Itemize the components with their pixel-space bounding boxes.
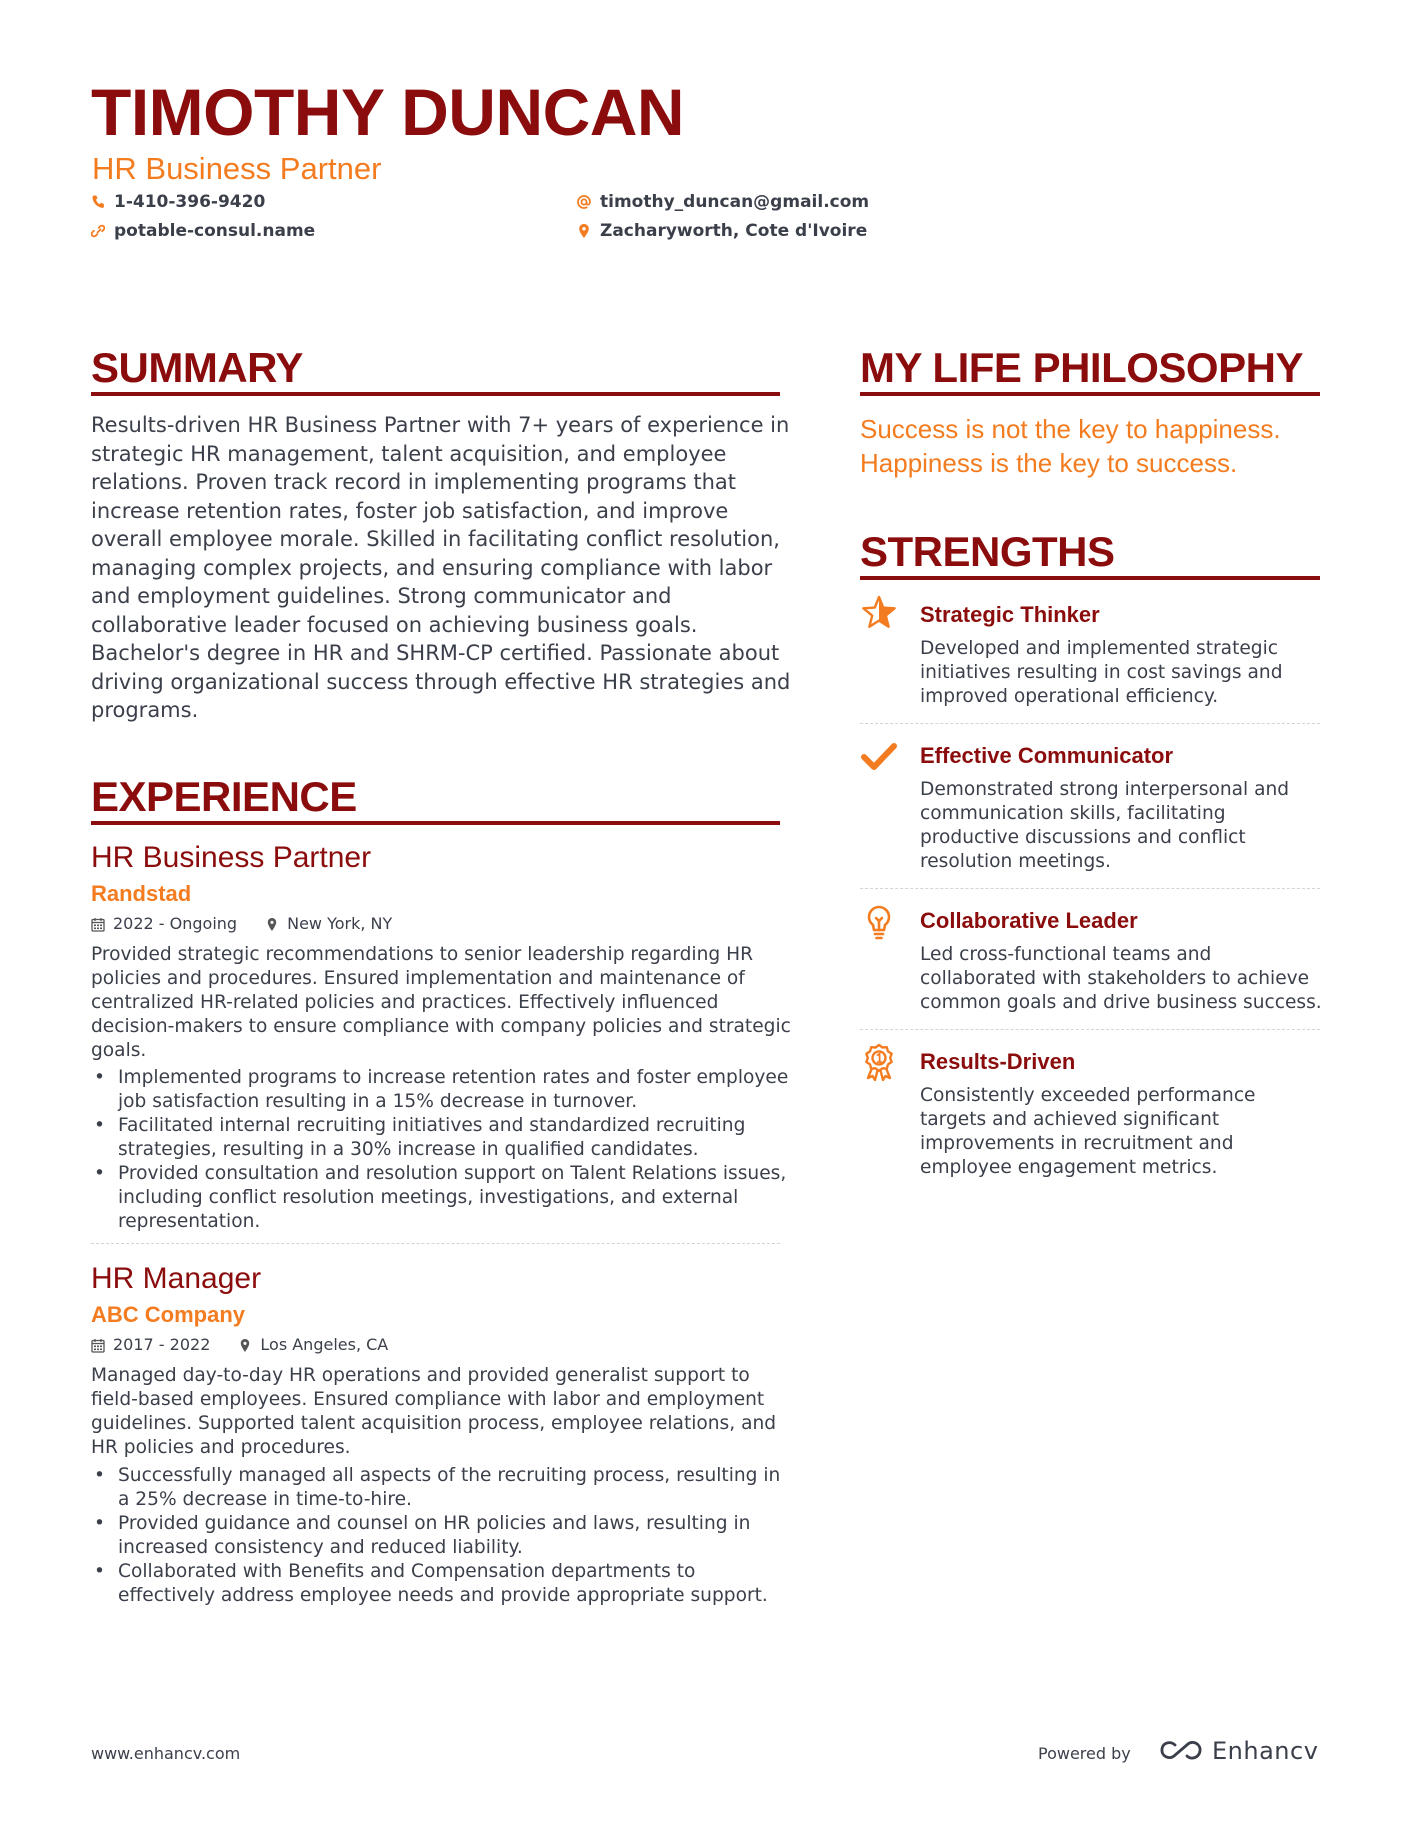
job-company: Randstad bbox=[91, 881, 192, 906]
strength-title: Effective Communicator bbox=[920, 743, 1174, 768]
philosophy-heading: MY LIFE PHILOSOPHY bbox=[860, 344, 1303, 391]
achievement-item: • Collaborated with Benefits and Compensation departments to effectively address employee needs and provide appropriate support. bbox=[91, 1560, 791, 1608]
job-description: Provided strategic recommendations to senior leadership regarding HR policies and procedures. Ensured implementation and maintenance of centralized HR-related policies and practices. Effectively influenced decision-makers to ensure compliance with company policies and strategic goals. bbox=[91, 944, 791, 1061]
lightbulb-icon bbox=[860, 903, 898, 941]
location-pin-icon bbox=[265, 917, 279, 932]
star-icon bbox=[860, 594, 898, 632]
job-location: Los Angeles, CA bbox=[260, 1335, 389, 1354]
strength-separator bbox=[860, 1029, 1320, 1030]
job-title: HR Manager bbox=[91, 1262, 262, 1295]
philosophy-quote: Success is not the key to happiness. Happiness is the key to success. bbox=[860, 414, 1281, 478]
job-location: New York, NY bbox=[287, 914, 393, 933]
at-sign-icon bbox=[577, 194, 591, 210]
award-medal-icon bbox=[860, 1043, 898, 1081]
job-dates: 2017 - 2022 bbox=[113, 1335, 211, 1354]
job-achievements bbox=[91, 1066, 791, 1234]
candidate-role: HR Business Partner bbox=[92, 151, 382, 186]
job-dates: 2022 - Ongoing bbox=[113, 914, 238, 933]
summary-divider bbox=[91, 392, 780, 396]
strength-title: Results-Driven bbox=[920, 1049, 1076, 1074]
strength-description: Developed and implemented strategic initiatives resulting in cost savings and improved operational efficiency. bbox=[920, 638, 1283, 707]
strength-description: Led cross-functional teams and collaborated with stakeholders to achieve common goals and drive business success. bbox=[920, 944, 1322, 1013]
contact-phone bbox=[91, 191, 265, 213]
strengths-divider bbox=[860, 576, 1320, 580]
location-text: Zacharyworth, Cote d'Ivoire bbox=[600, 221, 868, 241]
job-title: HR Business Partner bbox=[91, 841, 372, 874]
achievement-item: • Provided consultation and resolution support on Talent Relations issues, including conflict resolution meetings, investigations, and external representation. bbox=[91, 1162, 791, 1234]
checkmark-icon bbox=[860, 737, 898, 775]
phone-icon bbox=[91, 194, 105, 210]
strength-title: Collaborative Leader bbox=[920, 908, 1138, 933]
strength-description: Consistently exceeded performance targets and achieved significant improvements in recruitment and employee engagement metrics. bbox=[920, 1085, 1256, 1178]
location-pin-icon bbox=[577, 223, 591, 239]
footer-powered-by: Powered by bbox=[1038, 1744, 1131, 1763]
enhancv-logo-icon bbox=[1158, 1738, 1204, 1764]
enhancv-brand-text: Enhancv bbox=[1212, 1737, 1319, 1765]
strength-title: Strategic Thinker bbox=[920, 602, 1100, 627]
strength-separator bbox=[860, 723, 1320, 724]
link-icon bbox=[91, 223, 105, 239]
achievement-item: • Implemented programs to increase retention rates and foster employee job satisfaction resulting in a 15% decrease in turnover. bbox=[91, 1066, 791, 1114]
experience-heading: EXPERIENCE bbox=[91, 773, 357, 820]
achievement-item: • Provided guidance and counsel on HR policies and laws, resulting in increased consistency and reduced liability. bbox=[91, 1512, 791, 1560]
enhancv-logo[interactable] bbox=[1158, 1736, 1318, 1766]
location-pin-icon bbox=[238, 1338, 252, 1353]
footer-website-link[interactable]: www.enhancv.com bbox=[91, 1744, 241, 1763]
job-meta bbox=[91, 1335, 388, 1355]
email-text[interactable]: timothy_duncan@gmail.com bbox=[600, 192, 870, 212]
job-separator bbox=[91, 1243, 780, 1244]
contact-email[interactable] bbox=[577, 191, 869, 213]
summary-text: Results-driven HR Business Partner with 7+ years of experience in strategic HR management, talent acquisition, and employee relations. Proven track record in implementing programs that increase retention rates, foster job satisfaction, and improve overall employee morale. Skilled in facilitating conflict resolution, managing complex projects, and ensuring compliance with labor and employment guidelines. Strong communicator and collaborative leader focused on achieving business goals. Bachelor's degree in HR and SHRM-CP certified. Passionate about driving organizational success through effective HR strategies and programs. bbox=[91, 413, 791, 722]
strengths-heading: STRENGTHS bbox=[860, 528, 1115, 575]
phone-text: 1-410-396-9420 bbox=[114, 192, 266, 212]
experience-divider bbox=[91, 821, 780, 825]
job-description: Managed day-to-day HR operations and provided generalist support to field-based employees. Ensured compliance with labor and employment guidelines. Supported talent acquisition process, employee relations, and HR policies and procedures. bbox=[91, 1365, 777, 1458]
philosophy-divider bbox=[860, 392, 1320, 396]
job-company: ABC Company bbox=[91, 1302, 246, 1327]
calendar-icon bbox=[91, 1338, 105, 1353]
calendar-icon bbox=[91, 917, 105, 932]
job-achievements bbox=[91, 1464, 791, 1608]
job-meta bbox=[91, 914, 392, 934]
contact-location bbox=[577, 220, 867, 242]
achievement-item: • Facilitated internal recruiting initiatives and standardized recruiting strategies, resulting in a 30% increase in qualified candidates. bbox=[91, 1114, 791, 1162]
achievement-item: • Successfully managed all aspects of the recruiting process, resulting in a 25% decrease in time-to-hire. bbox=[91, 1464, 791, 1512]
strength-description: Demonstrated strong interpersonal and communication skills, facilitating productive discussions and conflict resolution meetings. bbox=[920, 779, 1290, 872]
website-text[interactable]: potable-consul.name bbox=[114, 221, 316, 241]
candidate-name: TIMOTHY DUNCAN bbox=[91, 75, 685, 149]
summary-heading: SUMMARY bbox=[91, 344, 303, 391]
contact-website[interactable] bbox=[91, 220, 315, 242]
strength-separator bbox=[860, 888, 1320, 889]
